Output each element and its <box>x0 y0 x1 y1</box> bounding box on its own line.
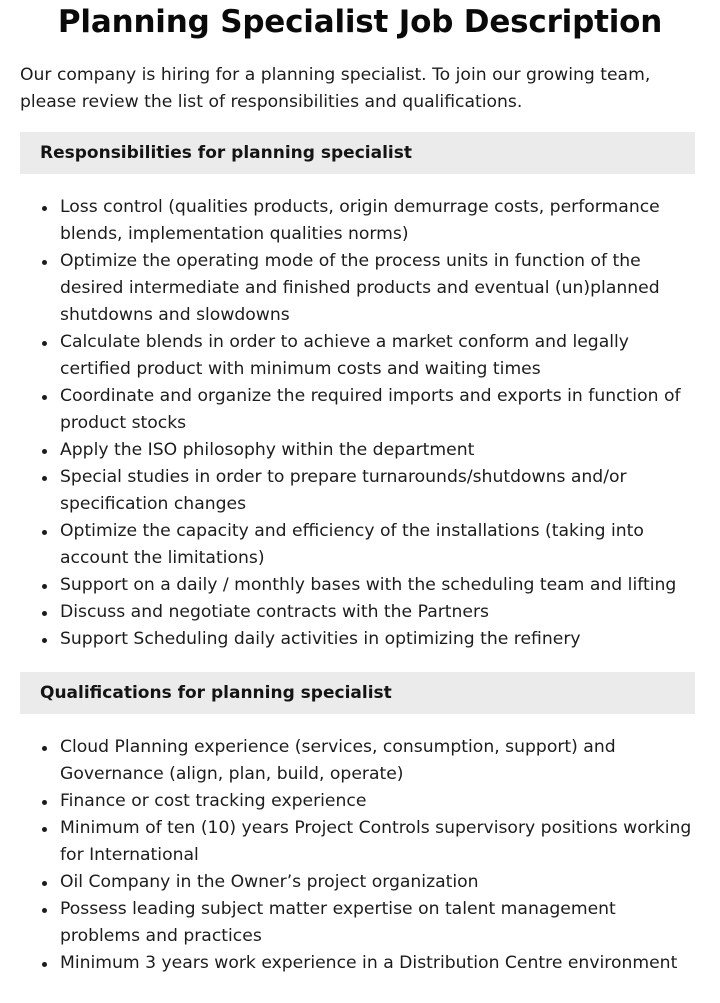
responsibilities-list <box>20 194 695 653</box>
list-item: Special studies in order to prepare turnarounds/shutdowns and/or specification changes <box>60 464 695 518</box>
list-item: Support on a daily / monthly bases with the scheduling team and lifting <box>60 572 695 599</box>
list-item: Discuss and negotiate contracts with the Partners <box>60 599 695 626</box>
qualifications-list <box>20 734 695 977</box>
list-item: Minimum 3 years work experience in a Distribution Centre environment <box>60 950 695 977</box>
list-item: Coordinate and organize the required imports and exports in function of product stocks <box>60 383 695 437</box>
list-item: Loss control (qualities products, origin demurrage costs, performance blends, implementation qualities norms) <box>60 194 695 248</box>
list-item: Optimize the operating mode of the process units in function of the desired intermediate and finished products and eventual (un)planned shutdowns and slowdowns <box>60 248 695 329</box>
list-item: Apply the ISO philosophy within the department <box>60 437 695 464</box>
list-item: Cloud Planning experience (services, consumption, support) and Governance (align, plan, build, operate) <box>60 734 695 788</box>
responsibilities-section <box>20 132 695 653</box>
page-title: Planning Specialist Job Description <box>57 4 663 40</box>
list-item: Calculate blends in order to achieve a market conform and legally certified product with minimum costs and waiting times <box>60 329 695 383</box>
list-item: Support Scheduling daily activities in optimizing the refinery <box>60 626 695 653</box>
list-item: Possess leading subject matter expertise on talent management problems and practices <box>60 896 695 950</box>
qualifications-section <box>20 672 695 977</box>
list-item: Oil Company in the Owner’s project organization <box>60 869 695 896</box>
list-item: Finance or cost tracking experience <box>60 788 695 815</box>
responsibilities-heading: Responsibilities for planning specialist <box>20 132 695 174</box>
qualifications-heading: Qualifications for planning specialist <box>20 672 695 714</box>
intro-paragraph: Our company is hiring for a planning specialist. To join our growing team, please review the list of responsibilities and qualifications. <box>20 65 651 112</box>
list-item: Minimum of ten (10) years Project Controls supervisory positions working for International <box>60 815 695 869</box>
list-item: Optimize the capacity and efficiency of the installations (taking into account the limitations) <box>60 518 695 572</box>
